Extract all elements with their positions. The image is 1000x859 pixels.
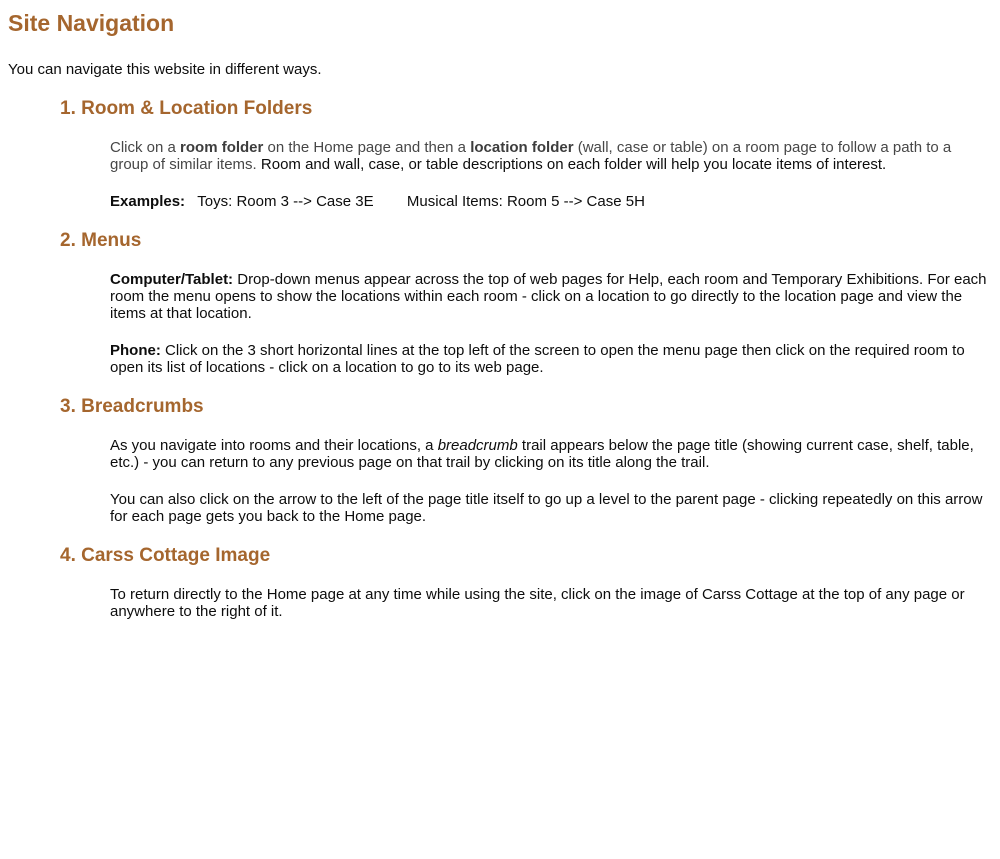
examples-line: [110, 193, 988, 210]
paragraph-computer-tablet: [110, 271, 991, 322]
page-title: Site Navigation: [8, 10, 175, 36]
text-segment: Computer/Tablet:: [110, 271, 234, 288]
section-breadcrumbs: [8, 396, 988, 525]
text-segment: Room and wall, case, or table descriptions on each folder will help you locate items of interest.: [260, 156, 887, 173]
section-menus: [8, 230, 991, 376]
paragraph-room-folders: [110, 139, 988, 173]
section-heading-menus: 2. Menus: [60, 230, 142, 251]
text-segment: Click on a: [110, 139, 181, 156]
text-segment: trail appears below the page title (showing current case, shelf, table, etc.) - you can return to any previous page on that trail by clicking on its title along the trail.: [110, 437, 978, 471]
text-segment: (wall, case or table) on a room page to follow a path to a group of similar items.: [110, 139, 956, 173]
intro-text: You can navigate this website in different ways.: [8, 61, 322, 78]
section-heading-carss-cottage-image: 4. Carss Cottage Image: [60, 545, 271, 566]
text-segment: on the Home page and then a: [263, 139, 471, 156]
text-segment: As you navigate into rooms and their locations, a: [110, 437, 438, 454]
paragraph-back-arrow: [110, 491, 988, 525]
text-segment: Drop-down menus appear across the top of web pages for Help, each room and Temporary Exhibitions. For each room the menu opens to show the locations within each room - click on a location to go directly to the location page and view the items at that location.: [110, 271, 991, 322]
text-segment: breadcrumb: [437, 437, 518, 454]
paragraph-carss-cottage: [110, 586, 988, 620]
text-segment: To return directly to the Home page at any time while using the site, click on the image of Carss Cottage at the top of any page or anywhere to the right of it.: [110, 586, 969, 620]
section-heading-breadcrumbs: 3. Breadcrumbs: [60, 396, 204, 417]
section-heading-room-location-folders: 1. Room & Location Folders: [60, 98, 313, 119]
section-room-location-folders: [8, 98, 988, 210]
text-segment: Phone:: [110, 342, 161, 359]
text-segment: location folder: [470, 139, 574, 156]
text-segment: You can also click on the arrow to the left of the page title itself to go up a level to the parent page - clicking repeatedly on this arrow for each page gets you back to the Home page.: [110, 491, 987, 525]
text-segment: Click on the 3 short horizontal lines at the top left of the screen to open the menu page then click on the required room to open its list of locations - click on a location to go to its web page.: [110, 342, 969, 376]
section-carss-cottage-image: [8, 545, 988, 620]
paragraph-breadcrumb-trail: [110, 437, 988, 471]
text-segment: Examples:: [110, 193, 186, 210]
text-segment: Toys: Room 3 --> Case 3E Musical Items: Room 5 --> Case 5H: [185, 193, 645, 210]
text-segment: room folder: [180, 139, 264, 156]
paragraph-phone: [110, 342, 988, 376]
